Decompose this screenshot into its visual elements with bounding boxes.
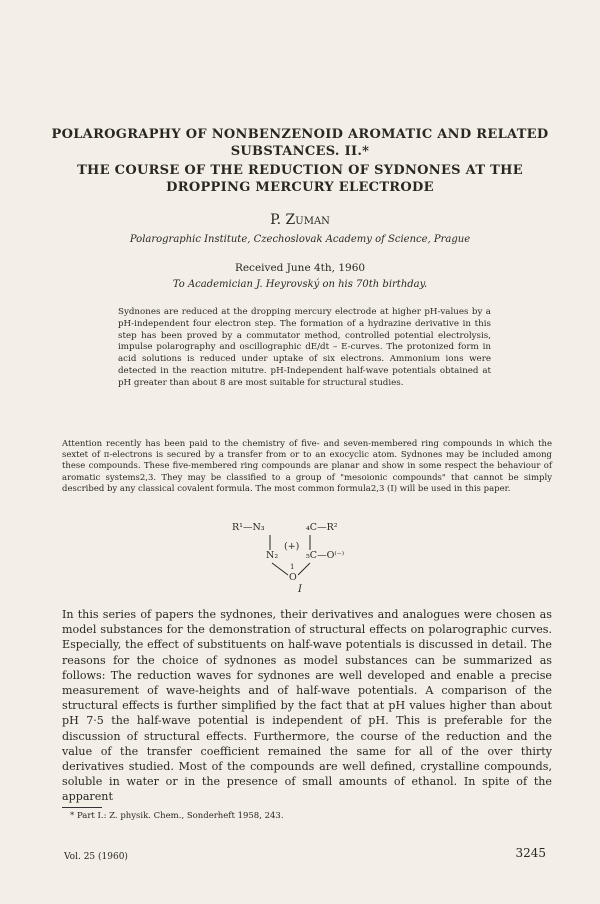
formula-c5-o: ₅C—O⁽⁻⁾ [306, 550, 345, 561]
formula-n2: N₂ [266, 550, 279, 561]
footnote-rule [62, 807, 102, 808]
formula-label: I [298, 584, 302, 595]
footnote: * Part I.: Z. physik. Chem., Sonderheft 1958, 243. [70, 811, 284, 821]
body-paragraph: In this series of papers the sydnones, their derivatives and analogues were chosen as model substances for the demonstration of structural effects on polarographic curves. Especially, the effect of substituents on half-wave potentials is discussed in detail. The reasons for the choice of sydnones as model substances can be summarized as follows: The reduction waves for sydnones are well developed and enable a precise measurement of wave-heights and of half-wave potentials. A comparison of the structural effects is further simplified by the fact that at pH values higher than about pH 7·5 the half-wave potential is independent of pH. This is preferable for the discussion of structural effects. Furthermore, the course of the reduction and the value of the transfer coefficient remained the same for all of the over thirty derivatives studied. Most of the compounds are well defined, crystalline compounds, soluble in water or in the presence of small amounts of ethanol. In spite of the apparent [62, 608, 552, 804]
sydnone-formula [232, 520, 372, 592]
author-name: P. Zuman [270, 212, 330, 228]
received-date: Received June 4th, 1960 [234, 262, 366, 274]
author [0, 212, 600, 228]
formula-bonds [232, 520, 372, 592]
formula-num-1: 1 [290, 563, 295, 571]
volume-label: Vol. 25 (1960) [64, 852, 128, 862]
page-number: 3245 [515, 846, 546, 860]
abstract: Sydnones are reduced at the dropping mercury electrode at higher pH-values by a pH-independent four electron step. The formation of a hydrazine derivative in this step has been proved by a commutator method, controlled potential electrolysis, impulse polarography and oscillographic dE/dt – E-curves. The protonized form in acid solutions is reduced under uptake of six electrons. Ammonium ions were detected in the reaction mitutre. pH-Independent half-wave potentials obtained at pH greater than about 8 are most suitable for structural studies. [118, 307, 491, 388]
formula-charge: (+) [284, 541, 300, 552]
affiliation: Polarographic Institute, Czechoslovak Academy of Science, Prague [129, 234, 471, 245]
dedication: To Academician J. Heyrovský on his 70th birthday. [172, 279, 428, 290]
paper-title-part-1: POLAROGRAPHY OF NONBENZENOID AROMATIC AND RELATED SUBSTANCES. II.* [51, 127, 549, 159]
paper-title-part-2: THE COURSE OF THE REDUCTION OF SYDNONES AT THE DROPPING MERCURY ELECTRODE [77, 163, 523, 195]
formula-o1: O [289, 572, 297, 583]
formula-c4-r2: ₄C—R² [306, 522, 338, 533]
formula-r1-n3: R¹—N₃ [232, 522, 265, 533]
intro-paragraph: Attention recently has been paid to the chemistry of five- and seven-membered ring compounds in which the sextet of π-electrons is secured by a transfer from or to an exocyclic atom. Sydnones may be included among these compounds. These five-membered ring compounds are planar and show in some respect the behaviour of aromatic systems2,3. They may be classified to a group of "mesoionic compounds" that cannot be simply described by any classical covalent formula. The most common formula2,3 (I) will be used in this paper. [62, 439, 552, 494]
